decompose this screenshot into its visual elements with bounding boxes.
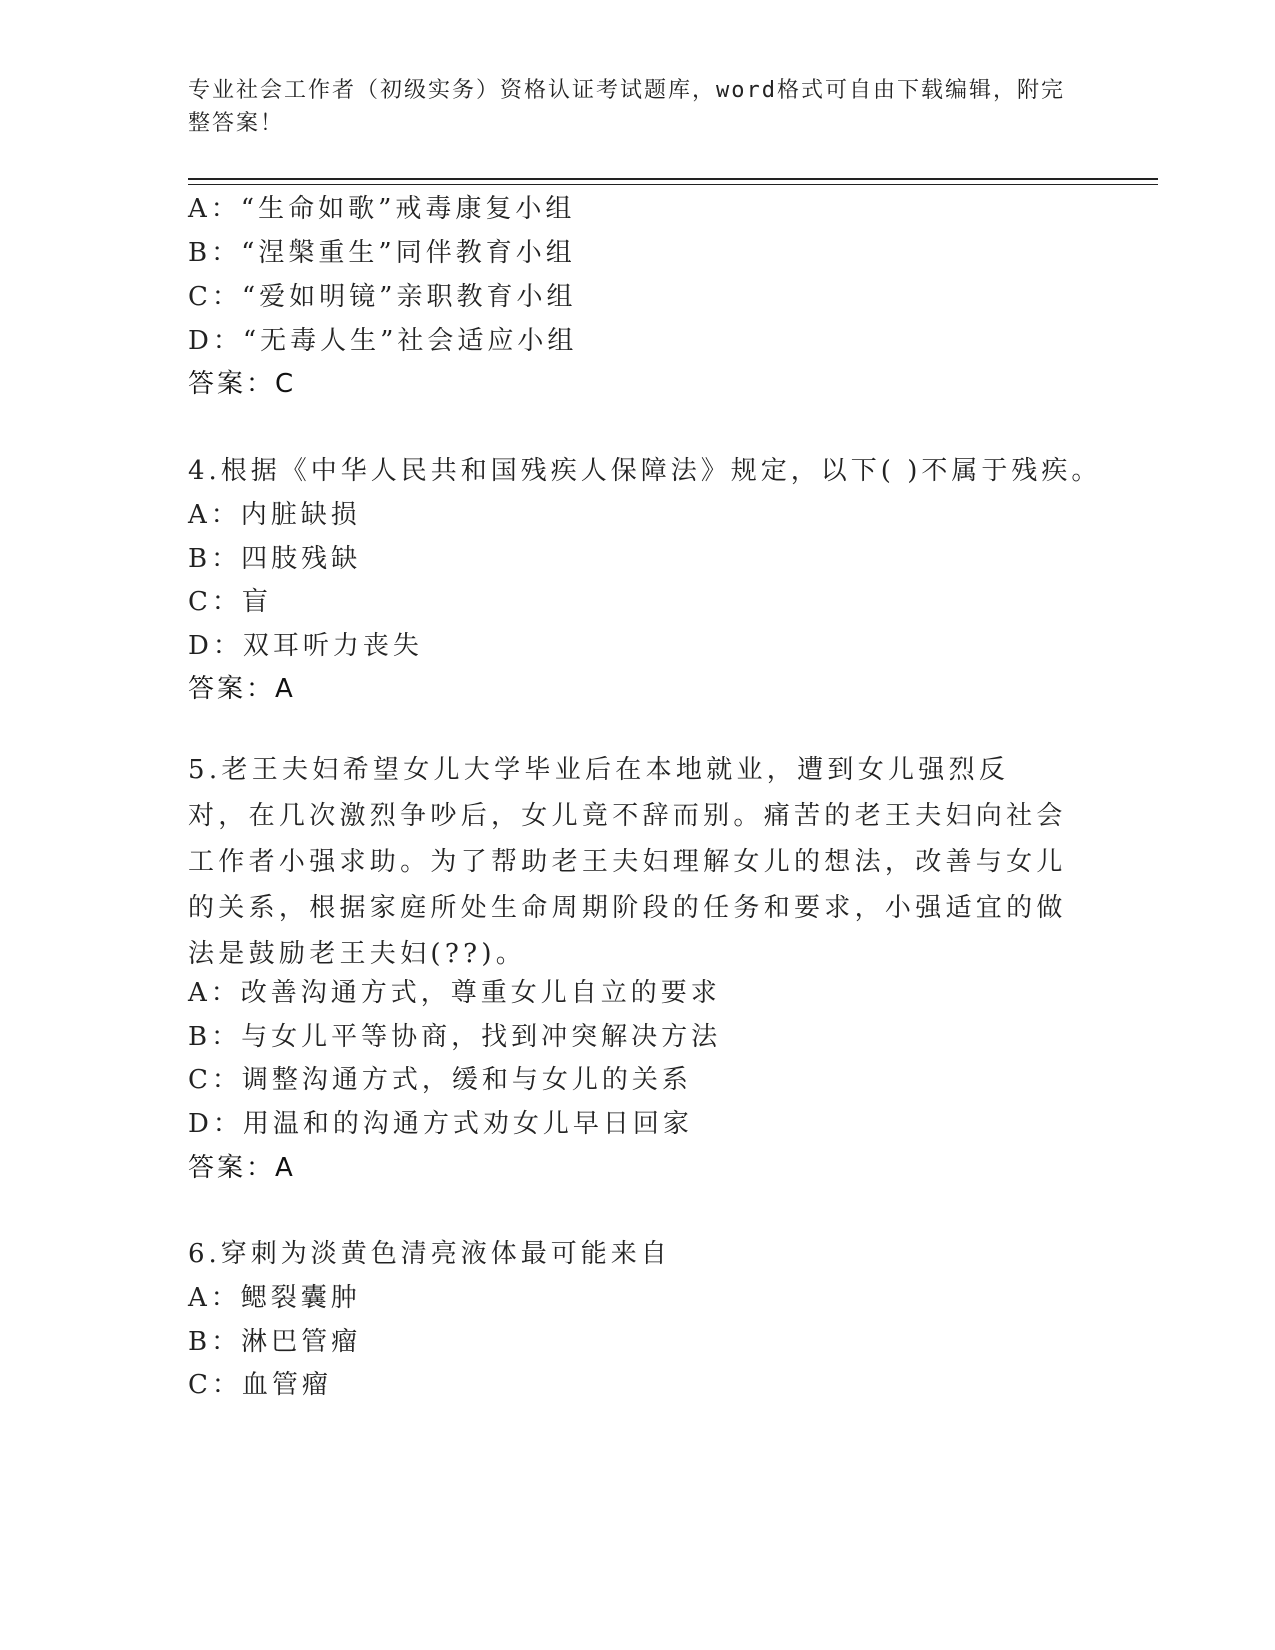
q6-option-a: A：鳃裂囊肿 <box>188 1283 361 1313</box>
q5-option-a: A：改善沟通方式，尊重女儿自立的要求 <box>188 978 721 1008</box>
q4-option-c: C：盲 <box>188 587 272 617</box>
header-divider-thin <box>188 184 1158 185</box>
q3-option-d: D：“无毒人生”社会适应小组 <box>188 326 578 356</box>
q4-answer: 答案：A <box>188 674 296 704</box>
q6-option-b: B：淋巴管瘤 <box>188 1327 362 1357</box>
q4-question: 4.根据《中华人民共和国残疾人保障法》规定，以下( )不属于残疾。 <box>188 456 1102 486</box>
q5-option-d: D：用温和的沟通方式劝女儿早日回家 <box>188 1109 693 1139</box>
q5-option-b: B：与女儿平等协商，找到冲突解决方法 <box>188 1022 722 1052</box>
document-header: 专业社会工作者（初级实务）资格认证考试题库，word格式可自由下载编辑，附完整答案！ <box>188 78 1065 136</box>
q5-question: 5.老王夫妇希望女儿大学毕业后在本地就业，遭到女儿强烈反对，在几次激烈争吵后，女儿竟不辞而别。痛苦的老王夫妇向社会工作者小强求助。为了帮助老王夫妇理解女儿的想法，改善与女儿的关系，根据家庭所处生命周期阶段的任务和要求，小强适宜的做法是鼓励老王夫妇(??)。 <box>188 755 1067 969</box>
q4-option-a: A：内脏缺损 <box>188 500 361 530</box>
q4-option-b: B：四肢残缺 <box>188 544 362 574</box>
header-divider <box>188 178 1158 180</box>
q3-answer: 答案：C <box>188 369 297 399</box>
q5-answer: 答案：A <box>188 1153 296 1183</box>
q4-option-d: D：双耳听力丧失 <box>188 631 423 661</box>
q3-option-b: B：“涅槃重生”同伴教育小组 <box>188 238 576 268</box>
q6-question: 6.穿刺为淡黄色清亮液体最可能来自 <box>188 1239 671 1269</box>
q3-option-c: C：“爱如明镜”亲职教育小组 <box>188 282 577 312</box>
q6-option-c: C：血管瘤 <box>188 1370 332 1400</box>
q5-option-c: C：调整沟通方式，缓和与女儿的关系 <box>188 1065 692 1095</box>
q3-option-a: A：“生命如歌”戒毒康复小组 <box>188 194 576 224</box>
